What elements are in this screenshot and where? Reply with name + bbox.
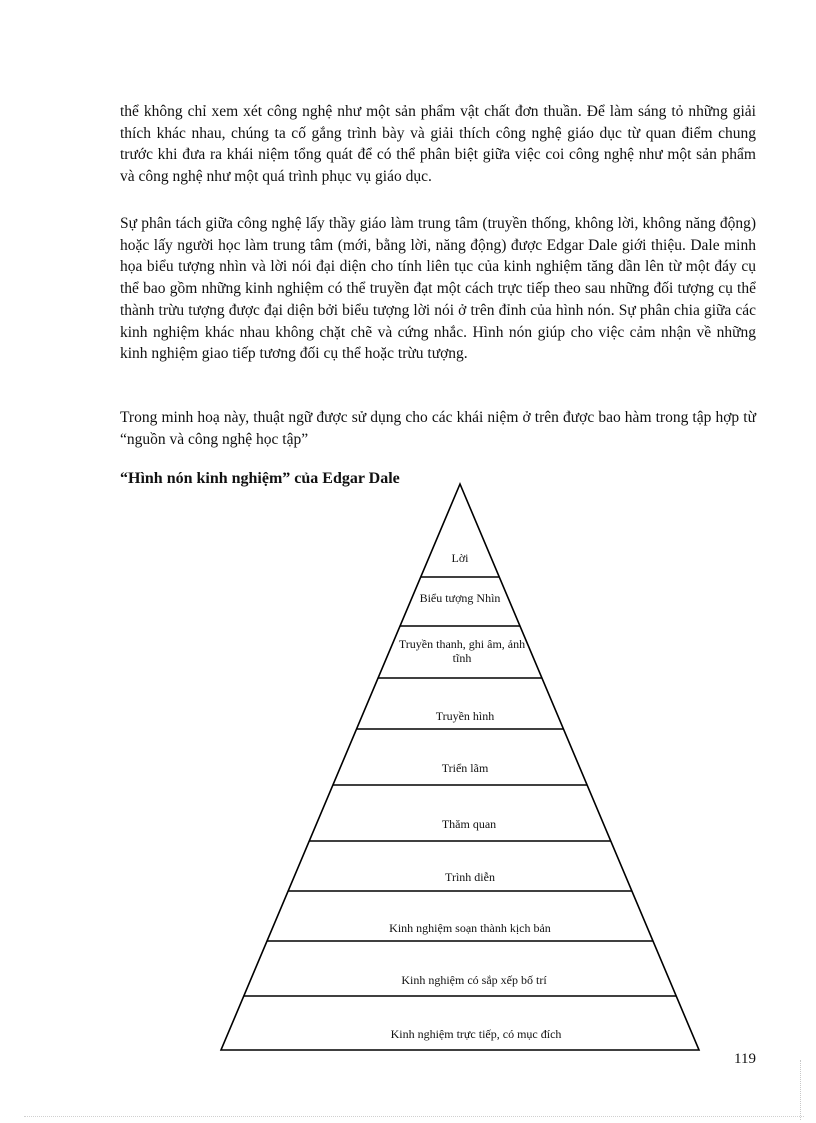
cone-level-label: Lời	[451, 551, 469, 565]
page-edge-marker	[800, 1060, 815, 1120]
cone-level-label: Thăm quan	[441, 817, 497, 831]
page-bottom-rule	[24, 1116, 804, 1117]
cone-level-label: Kinh nghiệm soạn thành kịch bản	[389, 921, 551, 935]
cone-level-label: Truyền hình	[435, 709, 495, 723]
paragraph-1: thể không chỉ xem xét công nghệ như một sản phẩm vật chất đơn thuần. Để làm sáng tỏ những giải thích khác nhau, chúng ta cố gắng trình bày và giải thích công nghệ giáo dục từ quan điểm chung trước khi đưa ra khái niệm tổng quát để có thể phân biệt giữa việc coi công nghệ như một sản phẩm và công nghệ như một quá trình phục vụ giáo dục.	[120, 103, 756, 186]
cone-level-label: Biểu tượng Nhìn	[419, 591, 501, 605]
figure-title: “Hình nón kinh nghiệm” của Edgar Dale	[120, 470, 400, 487]
cone-level-label: Truyền thanh, ghi âm, ảnh tĩnh	[398, 637, 526, 665]
paragraph-3: Trong minh hoạ này, thuật ngữ được sử dụng cho các khái niệm ở trên được bao hàm trong tập hợp từ “nguồn và công nghệ học tập”	[120, 409, 756, 448]
cone-level-label: Kinh nghiệm có sắp xếp bố trí	[401, 973, 547, 987]
cone-level-label: Kinh nghiệm trực tiếp, có mục đích	[390, 1027, 562, 1041]
page-number: 119	[734, 1051, 756, 1067]
paragraph-2: Sự phân tách giữa công nghệ lấy thầy giáo làm trung tâm (truyền thống, không lời, không năng động) hoặc lấy người học làm trung tâm (mới, bằng lời, năng động) được Edgar Dale giới thiệu. Dale minh họa biểu tượng nhìn và lời nói đại diện cho tính liên tục của kinh nghiệm tăng dần lên từ một đáy cụ thể bao gồm những kinh nghiệm có thể truyền đạt một cách trực tiếp theo sau những đối tượng cụ thể thành trừu tượng được đại diện bởi biểu tượng lời nói ở trên đỉnh của hình nón. Sự phân chia giữa các kinh nghiệm khác nhau không chặt chẽ và cứng nhắc. Hình nón giúp cho việc cảm nhận về những kinh nghiệm giao tiếp tương đối cụ thể hoặc trừu tượng.	[120, 215, 756, 363]
cone-level-label: Triển lãm	[441, 761, 489, 775]
cone-level-label: Trình diễn	[445, 870, 495, 884]
